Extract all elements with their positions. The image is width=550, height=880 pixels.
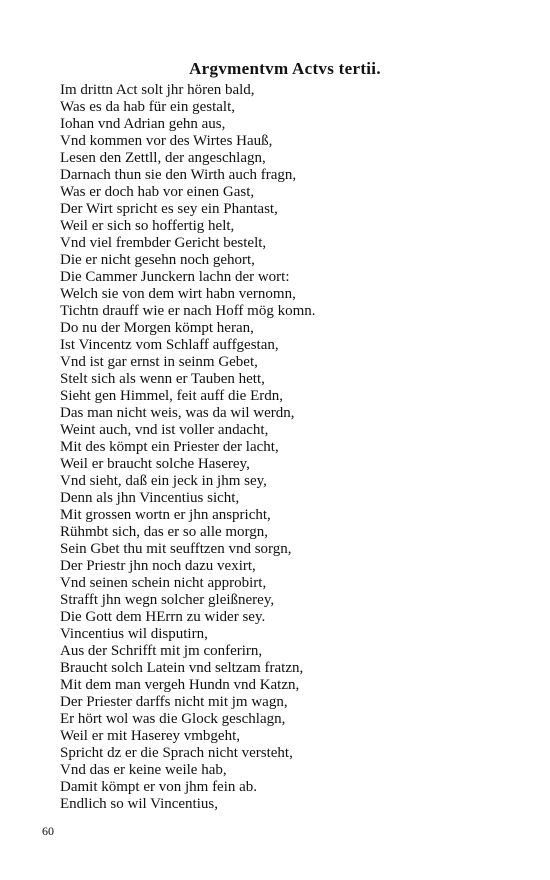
verse-line: Vincentius wil disputirn, bbox=[60, 626, 208, 642]
verse-line: Braucht solch Latein vnd seltzam fratzn, bbox=[60, 660, 304, 676]
verse-line: Das man nicht weis, was da wil werdn, bbox=[60, 405, 295, 421]
verse-line: Welch sie von dem wirt habn vernomn, bbox=[60, 286, 296, 302]
verse-line: Die er nicht gesehn noch gehort, bbox=[60, 252, 255, 268]
verse-line: Strafft jhn wegn solcher gleißnerey, bbox=[60, 592, 275, 608]
page-number: 60 bbox=[42, 824, 54, 838]
section-title: Argvmentvm Actvs tertii. bbox=[189, 59, 381, 78]
verse-line: Die Gott dem HErrn zu wider sey. bbox=[60, 609, 266, 625]
verse-text bbox=[60, 82, 540, 813]
verse-line: Vnd ist gar ernst in seinm Gebet, bbox=[60, 354, 258, 370]
verse-line: Was es da hab für ein gestalt, bbox=[60, 99, 235, 115]
verse-line: Vnd das er keine weile hab, bbox=[60, 762, 227, 778]
verse-line: Die Cammer Junckern lachn der wort: bbox=[60, 269, 290, 285]
verse-line: Sieht gen Himmel, feit auff die Erdn, bbox=[60, 388, 284, 404]
verse-line: Er hört wol was die Glock geschlagn, bbox=[60, 711, 286, 727]
verse-line: Spricht dz er die Sprach nicht versteht, bbox=[60, 745, 293, 761]
verse-line: Vnd seinen schein nicht approbirt, bbox=[60, 575, 267, 591]
verse-line: Weint auch, vnd ist voller andacht, bbox=[60, 422, 269, 438]
verse-line: Der Priester darffs nicht mit jm wagn, bbox=[60, 694, 288, 710]
verse-line: Im drittn Act solt jhr hören bald, bbox=[60, 82, 255, 98]
verse-line: Damit kömpt er von jhm fein ab. bbox=[60, 779, 258, 795]
verse-line: Endlich so wil Vincentius, bbox=[60, 796, 218, 812]
verse-line: Stelt sich als wenn er Tauben hett, bbox=[60, 371, 265, 387]
verse-line: Iohan vnd Adrian gehn aus, bbox=[60, 116, 226, 132]
verse-line: Vnd kommen vor des Wirtes Hauß, bbox=[60, 133, 273, 149]
verse-line: Weil er mit Haserey vmbgeht, bbox=[60, 728, 240, 744]
verse-line: Weil er braucht solche Haserey, bbox=[60, 456, 250, 472]
verse-line: Rühmbt sich, das er so alle morgn, bbox=[60, 524, 269, 540]
verse-line: Vnd sieht, daß ein jeck in jhm sey, bbox=[60, 473, 267, 489]
verse-line: Sein Gbet thu mit seufftzen vnd sorgn, bbox=[60, 541, 292, 557]
verse-line: Vnd viel frembder Gericht bestelt, bbox=[60, 235, 267, 251]
verse-line: Der Priestr jhn noch dazu vexirt, bbox=[60, 558, 256, 574]
verse-line: Der Wirt spricht es sey ein Phantast, bbox=[60, 201, 278, 217]
verse-line: Was er doch hab vor einen Gast, bbox=[60, 184, 255, 200]
verse-line: Lesen den Zettll, der angeschlagn, bbox=[60, 150, 266, 166]
verse-line: Mit grossen wortn er jhn anspricht, bbox=[60, 507, 271, 523]
verse-line: Aus der Schrifft mit jm conferirn, bbox=[60, 643, 263, 659]
verse-line: Mit dem man vergeh Hundn vnd Katzn, bbox=[60, 677, 300, 693]
verse-line: Weil er sich so hoffertig helt, bbox=[60, 218, 235, 234]
verse-line: Ist Vincentz vom Schlaff auffgestan, bbox=[60, 337, 279, 353]
verse-line: Do nu der Morgen kömpt heran, bbox=[60, 320, 254, 336]
verse-line: Darnach thun sie den Wirth auch fragn, bbox=[60, 167, 297, 183]
verse-line: Tichtn drauff wie er nach Hoff mög komn. bbox=[60, 303, 316, 319]
verse-line: Denn als jhn Vincentius sicht, bbox=[60, 490, 240, 506]
verse-line: Mit des kömpt ein Priester der lacht, bbox=[60, 439, 279, 455]
